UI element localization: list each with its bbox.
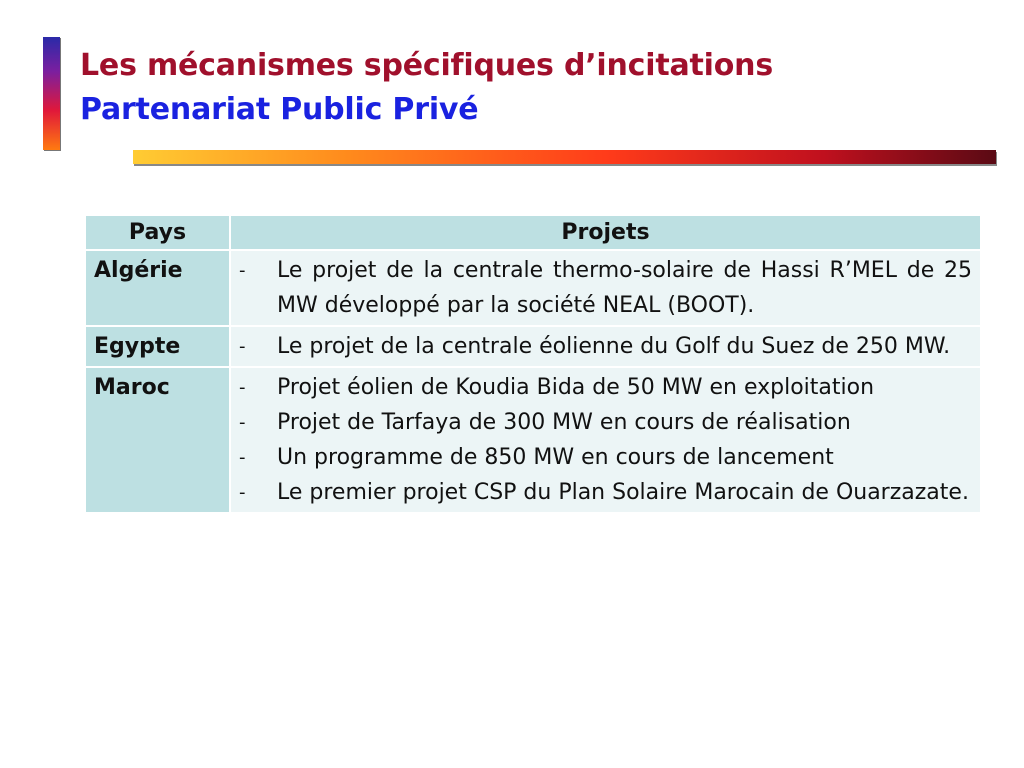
country-cell: Maroc (85, 367, 230, 513)
project-text: Projet éolien de Koudia Bida de 50 MW en exploitation (277, 375, 875, 400)
list-item (231, 370, 972, 405)
header-gradient-bar (133, 150, 996, 164)
header-country: Pays (85, 215, 230, 250)
bullet-dash: - (239, 260, 246, 281)
table-row (85, 326, 981, 367)
project-list (231, 327, 980, 366)
table-row (85, 367, 981, 513)
bullet-dash: - (239, 412, 246, 433)
slide-title: Les mécanismes spécifiques d’incitations (80, 48, 773, 83)
bullet-dash: - (239, 482, 246, 503)
slide-subtitle: Partenariat Public Privé (80, 92, 479, 127)
project-text: Un programme de 850 MW en cours de lancement (277, 445, 834, 470)
table-row (85, 250, 981, 326)
projects-cell (230, 326, 981, 367)
list-item (231, 440, 972, 475)
project-list (231, 251, 980, 325)
project-text: Projet de Tarfaya de 300 MW en cours de réalisation (277, 410, 851, 435)
list-item (231, 405, 972, 440)
list-item (231, 475, 972, 510)
list-item (231, 329, 972, 364)
project-text: Le premier projet CSP du Plan Solaire Marocain de Ouarzazate. (277, 480, 969, 505)
title-accent-bar (43, 37, 60, 150)
project-list (231, 368, 980, 512)
bullet-dash: - (239, 336, 246, 357)
projects-cell (230, 250, 981, 326)
country-cell: Algérie (85, 250, 230, 326)
projects-table (84, 214, 982, 514)
table-header-row (85, 215, 981, 250)
country-cell: Egypte (85, 326, 230, 367)
project-text: Le projet de la centrale thermo-solaire de Hassi R’MEL de 25 MW développé par la société NEAL (BOOT). (277, 258, 972, 318)
projects-cell (230, 367, 981, 513)
list-item (231, 253, 972, 323)
header-projects: Projets (230, 215, 981, 250)
project-text: Le projet de la centrale éolienne du Golf du Suez de 250 MW. (277, 334, 951, 359)
bullet-dash: - (239, 377, 246, 398)
bullet-dash: - (239, 447, 246, 468)
